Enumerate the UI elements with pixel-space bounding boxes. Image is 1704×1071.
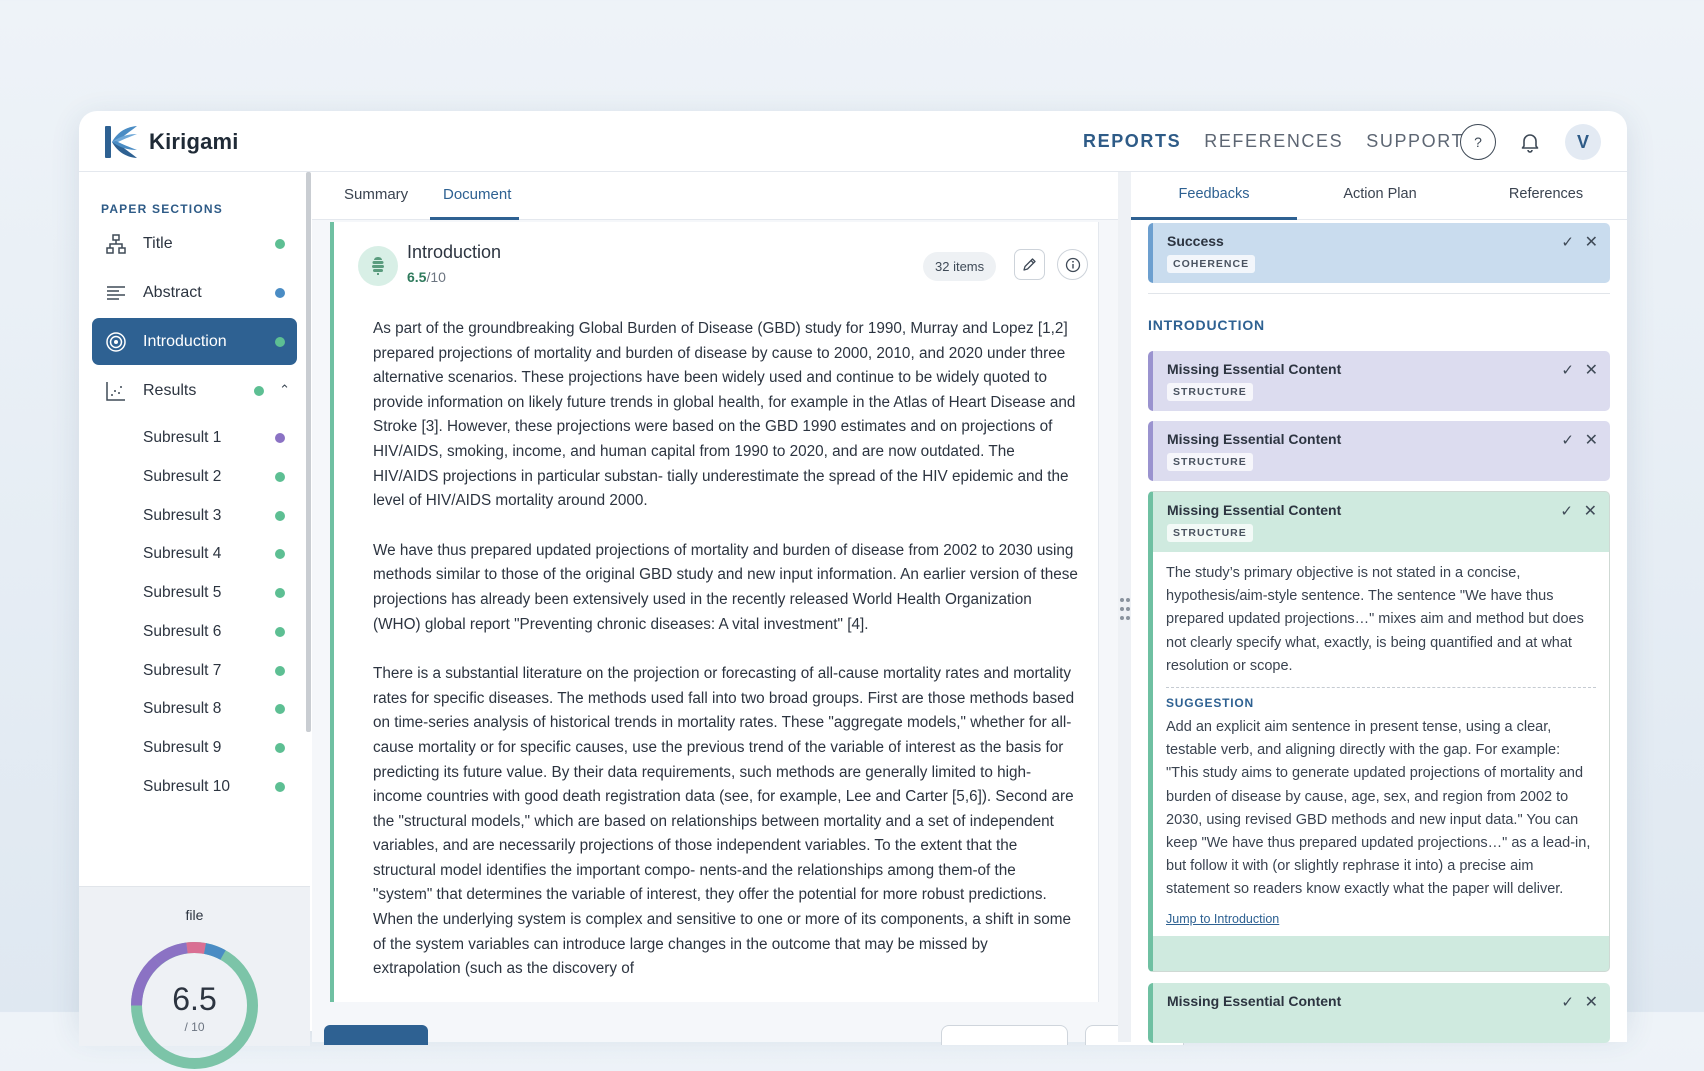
- sidebar-subitem-label: Subresult 2: [143, 468, 222, 485]
- sidebar-item-abstract[interactable]: [92, 269, 297, 316]
- sidebar-item-title[interactable]: [92, 220, 297, 267]
- paragraph: We have thus prepared updated projections of mortality and burden of disease from 2002 to 2030 using methods similar to those of the original GBD study and new input information. An earlier version of these projections has already been extensively used in the recently released World Health Organization (WHO) global report "Preventing chronic diseases: A vital investment" [4].: [373, 541, 1078, 633]
- tab-summary[interactable]: Summary: [344, 186, 409, 203]
- status-dot: [254, 386, 264, 396]
- sidebar-item-label: Introduction: [143, 332, 227, 350]
- feedback-panel: [1131, 172, 1627, 1042]
- feedback-title: Missing Essential Content: [1167, 431, 1342, 447]
- nav-reports[interactable]: REPORTS: [1083, 131, 1182, 151]
- sidebar-subitem-label: Subresult 1: [143, 429, 222, 446]
- score-denominator: / 10: [184, 1020, 205, 1034]
- primary-action-button[interactable]: [324, 1025, 428, 1045]
- status-dot: [275, 472, 285, 482]
- info-button[interactable]: [1057, 249, 1088, 280]
- sidebar-item-label: Results: [143, 381, 197, 399]
- feedback-category-tag: STRUCTURE: [1167, 524, 1253, 542]
- tab-feedbacks[interactable]: Feedbacks: [1178, 186, 1250, 202]
- feedback-category-tag: COHERENCE: [1167, 255, 1255, 273]
- feedback-title: Success: [1167, 233, 1224, 249]
- nav-support[interactable]: SUPPORT: [1366, 131, 1465, 151]
- accept-icon[interactable]: ✓: [1561, 234, 1574, 251]
- accept-icon[interactable]: ✓: [1561, 994, 1574, 1011]
- sidebar-subitem-label: Subresult 10: [143, 778, 231, 795]
- feedback-card[interactable]: [1148, 421, 1610, 481]
- paragraph: As part of the groundbreaking Global Burden of Disease (GBD) study for 1990, Murray and Lopez [1,2] prepared projections of mortality and burden of disease by cause to 2000, 2010, and 2020 under three alternative scenarios. These projections have been widely used and continue to be widely quoted to provide information on likely future trends in global health, for example in the Atlas of Heart Disease and Stroke [3]. However, these projections were based on the GBD 1990 estimates and on projections of HIV/AIDS, smoking, income, and human capital from 1990 to 2020, and are now outdated. The HIV/AIDS projections in particular substan- tially underestimate the spread of the HIV epidemic and the level of HIV/AIDS mortality around 2000.: [373, 320, 1076, 510]
- dismiss-icon[interactable]: ✕: [1584, 362, 1598, 379]
- drag-handle-icon[interactable]: [1119, 597, 1131, 621]
- section-card: [330, 222, 1099, 1002]
- sidebar-item-label: Abstract: [143, 283, 202, 301]
- accept-icon[interactable]: ✓: [1561, 432, 1574, 449]
- status-dot: [275, 511, 285, 521]
- suggestion-heading: SUGGESTION: [1166, 696, 1255, 711]
- beehive-icon: [370, 256, 386, 276]
- sidebar-subitem[interactable]: [92, 615, 297, 649]
- app-window: [79, 111, 1627, 1034]
- feedback-title: Missing Essential Content: [1167, 361, 1342, 377]
- status-dot: [275, 666, 285, 676]
- feedback-card[interactable]: [1148, 351, 1610, 411]
- feedback-category-tag: STRUCTURE: [1167, 383, 1253, 401]
- feedback-section-heading: INTRODUCTION: [1148, 317, 1265, 333]
- info-icon: [1065, 257, 1081, 273]
- avatar-initial: V: [1576, 131, 1589, 152]
- status-dot: [275, 288, 285, 298]
- document-panel: [312, 172, 1118, 1042]
- sidebar-subitem[interactable]: [92, 654, 297, 688]
- bell-icon: [1519, 131, 1541, 153]
- dashed-divider: [1166, 687, 1596, 688]
- sidebar-subitem-label: Subresult 5: [143, 584, 222, 601]
- sidebar-item-results[interactable]: [92, 367, 297, 414]
- status-dot: [275, 743, 285, 753]
- paper-sections-sidebar: [79, 172, 310, 1042]
- feedback-title: Missing Essential Content: [1167, 993, 1342, 1009]
- target-icon: [105, 331, 127, 353]
- sidebar-subitem-label: Subresult 7: [143, 662, 222, 679]
- dismiss-icon[interactable]: ✕: [1584, 234, 1598, 251]
- text-lines-icon: [105, 282, 127, 304]
- feedback-tabs: [1131, 172, 1627, 220]
- tab-action-plan[interactable]: Action Plan: [1343, 186, 1417, 202]
- section-status-icon: [358, 246, 398, 286]
- active-tab-indicator: [1131, 217, 1297, 220]
- feedback-card[interactable]: [1148, 983, 1610, 1043]
- items-count-badge: 32 items: [923, 252, 996, 281]
- status-dot: [275, 433, 285, 443]
- active-tab-indicator: [430, 217, 519, 220]
- logo[interactable]: [103, 123, 239, 161]
- sidebar-item-introduction[interactable]: [92, 318, 297, 365]
- nav-references[interactable]: REFERENCES: [1204, 131, 1344, 151]
- overall-score-panel: [79, 886, 310, 1046]
- edit-button[interactable]: [1014, 249, 1045, 280]
- sidebar-subitem[interactable]: [92, 537, 297, 571]
- status-dot: [275, 337, 285, 347]
- sidebar-item-label: Title: [143, 234, 173, 252]
- kirigami-logo-icon: [103, 123, 141, 161]
- divider: [1148, 293, 1610, 294]
- tab-references[interactable]: References: [1508, 186, 1584, 202]
- tab-document[interactable]: Document: [443, 186, 512, 203]
- dismiss-icon[interactable]: ✕: [1583, 503, 1597, 520]
- jump-to-section-link[interactable]: Jump to Introduction: [1166, 911, 1280, 926]
- feedback-card-expanded[interactable]: [1148, 491, 1610, 972]
- status-dot: [275, 588, 285, 598]
- hierarchy-icon: [105, 233, 127, 255]
- sidebar-subitem[interactable]: [92, 421, 297, 455]
- help-button[interactable]: [1460, 124, 1496, 160]
- sidebar-subitem-label: Subresult 9: [143, 739, 222, 756]
- status-dot: [275, 782, 285, 792]
- accept-icon[interactable]: ✓: [1560, 503, 1573, 520]
- sidebar-subitem[interactable]: [92, 460, 297, 494]
- score-value: 6.5: [172, 981, 217, 1017]
- help-icon: ?: [1474, 134, 1482, 150]
- feedback-details: [1153, 552, 1609, 936]
- notifications-button[interactable]: [1512, 124, 1548, 160]
- document-tabs: [312, 172, 1118, 220]
- user-avatar[interactable]: [1565, 124, 1601, 160]
- section-title: Introduction: [407, 242, 502, 262]
- sidebar-scrollbar[interactable]: [306, 172, 311, 732]
- chevron-up-icon[interactable]: ⌃: [279, 382, 290, 397]
- sidebar-subitem-label: Subresult 6: [143, 623, 222, 640]
- sidebar-subitem-label: Subresult 4: [143, 545, 222, 562]
- top-nav: [1083, 131, 1464, 152]
- feedback-description: The study’s primary objective is not stated in a concise, hypothesis/aim-style sentence. The sentence "We have thus prepared updated projections…" mixes aim and method but does not clearly specify what, exactly, is being quantified and at what resolution or scope.: [1166, 565, 1584, 674]
- scatter-chart-icon: [105, 380, 127, 402]
- sidebar-subitem[interactable]: [92, 770, 297, 804]
- status-dot: [275, 627, 285, 637]
- sidebar-subitem[interactable]: [92, 576, 297, 610]
- dismiss-icon[interactable]: ✕: [1584, 432, 1598, 449]
- top-header: [79, 111, 1627, 172]
- section-score-value: 6.5: [407, 269, 427, 285]
- sidebar-title: PAPER SECTIONS: [101, 202, 223, 216]
- sidebar-subitem-label: Subresult 8: [143, 700, 222, 717]
- feedback-category-tag: STRUCTURE: [1167, 453, 1253, 471]
- pencil-icon: [1022, 257, 1037, 272]
- status-dot: [275, 549, 285, 559]
- status-dot: [275, 704, 285, 714]
- accept-icon[interactable]: ✓: [1561, 362, 1574, 379]
- sidebar-subitem[interactable]: [92, 692, 297, 726]
- secondary-action-button[interactable]: [941, 1025, 1068, 1045]
- feedback-card-success[interactable]: [1148, 223, 1610, 283]
- dismiss-icon[interactable]: ✕: [1584, 994, 1598, 1011]
- section-score-denominator: /10: [426, 269, 446, 285]
- status-dot: [275, 239, 285, 249]
- sidebar-subitem[interactable]: [92, 499, 297, 533]
- suggestion-text: Add an explicit aim sentence in present tense, using a clear, testable verb, and aligning directly with the gap. For example: "This study aims to generate updated projections of mortality and burden of disease by cause, age, sex, and region from 2002 to 2030, using revised GBD methods and new input data." You can keep "We have thus prepared updated projections…" as a lead-in, but follow it with (or slightly rephrase it into) a precise aim statement so readers know exactly what the paper will deliver.: [1166, 719, 1591, 898]
- section-text: [373, 317, 1078, 1007]
- feedback-title: Missing Essential Content: [1167, 502, 1342, 518]
- paragraph: There is a substantial literature on the projection or forecasting of all-cause mortality rates and mortality rates for specific diseases. The methods used fall into two broad groups. First are those methods based on time-series analysis of historical trends in mortality rates. These "aggregate models," whether for all-cause mortality or for specific causes, use the previous trend of the variable of interest as the basis for predicting its future value. By their data requirements, such methods are generally limited to high- income countries with good death registration data (see, for example, Lee and Carter [5,6]). Second are the "structural models," which are based on relationships between mortality and a set of independent variables, and are necessarily projections of those independent variables. To the extent that the structural model identifies the important compo- nents-and the relationships among them-of the "system" that determines the variable of interest, they offer the potential for more robust predictions. When the underlying system is complex and sensitive to one or more of its components, a shift in some of the system variables can introduce large changes in the outcome that may be missed by extrapolation (such as the discovery of: [373, 665, 1075, 978]
- sidebar-subitem-label: Subresult 3: [143, 507, 222, 524]
- score-file-label: file: [185, 907, 204, 923]
- section-score: [407, 269, 446, 285]
- app-name: Kirigami: [149, 129, 239, 154]
- sidebar-subitem[interactable]: [92, 731, 297, 765]
